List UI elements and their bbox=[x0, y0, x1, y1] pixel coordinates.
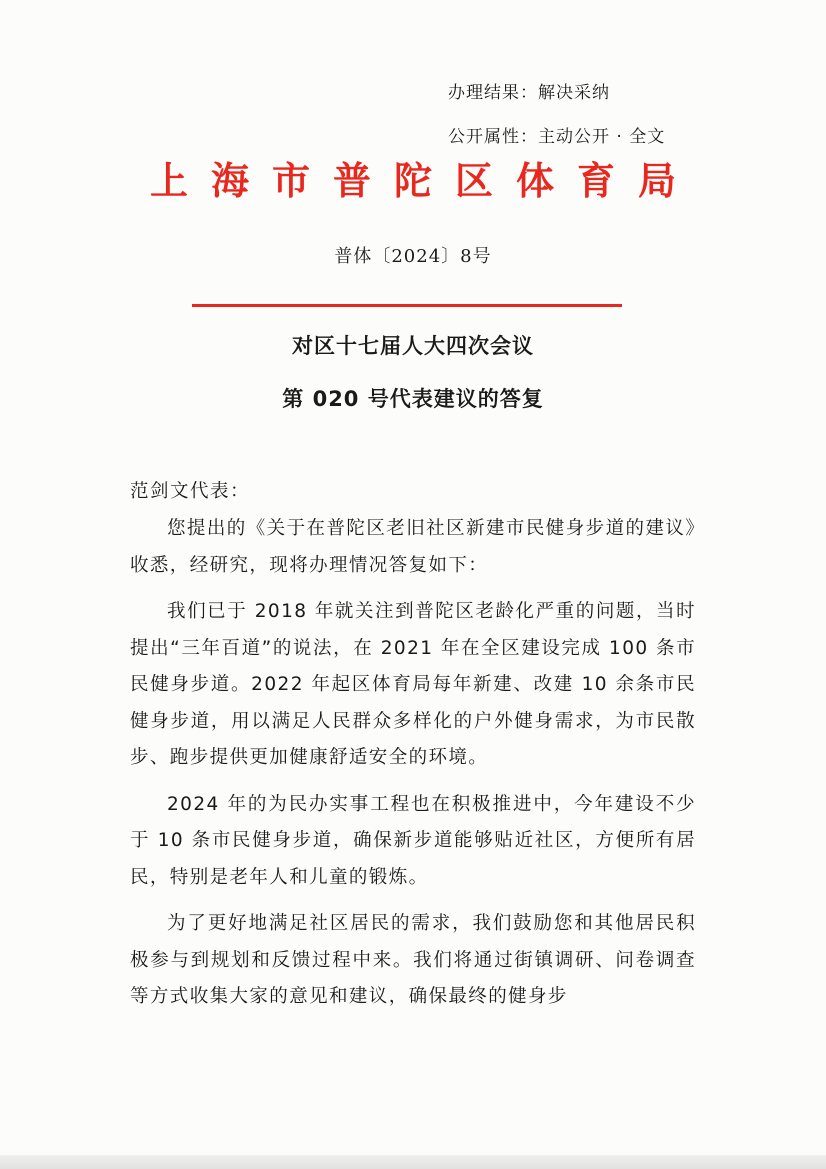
paragraph-4: 为了更好地满足社区居民的需求，我们鼓励您和其他居民积极参与到规划和反馈过程中来。我们将通过街镇调研、问卷调查等方式收集大家的意见和建议，确保最终的健身步 bbox=[130, 913, 696, 1007]
paragraph-1: 您提出的《关于在普陀区老旧社区新建市民健身步道的建议》收悉，经研究，现将办理情况答复如下： bbox=[130, 518, 696, 576]
page-bottom-edge bbox=[0, 1155, 826, 1169]
subject-line-1: 对区十七届人大四次会议 bbox=[292, 334, 534, 358]
paragraph-3: 2024 年的为民办实事工程也在积极推进中，今年建设不少于 10 条市民健身步道，确保新步道能够贴近社区，方便所有居民，特别是老年人和儿童的锻炼。 bbox=[130, 793, 696, 888]
subject-line-2: 第 020 号代表建议的答复 bbox=[282, 387, 544, 411]
letter-body bbox=[130, 511, 696, 1026]
handling-result: 办理结果：解决采纳 bbox=[448, 83, 610, 103]
red-divider bbox=[192, 304, 622, 307]
org-title: 上海市普陀区体育局 bbox=[149, 158, 699, 203]
salutation: 范剑文代表： bbox=[130, 481, 251, 502]
document-number: 普体〔2024〕8号 bbox=[334, 246, 492, 267]
paragraph-2: 我们已于 2018 年就关注到普陀区老龄化严重的问题，当时提出“三年百道”的说法，在 2021 年在全区建设完成 100 条市民健身步道。2022 年起区体育局每年新建、改建 10 余条市民健身步道，用以满足人民群众多样化的户外健身需求，为市民散步、跑步提供更加健康舒适安全的环境。 bbox=[130, 601, 696, 768]
disclosure-attribute: 公开属性：主动公开 · 全文 bbox=[448, 127, 666, 147]
